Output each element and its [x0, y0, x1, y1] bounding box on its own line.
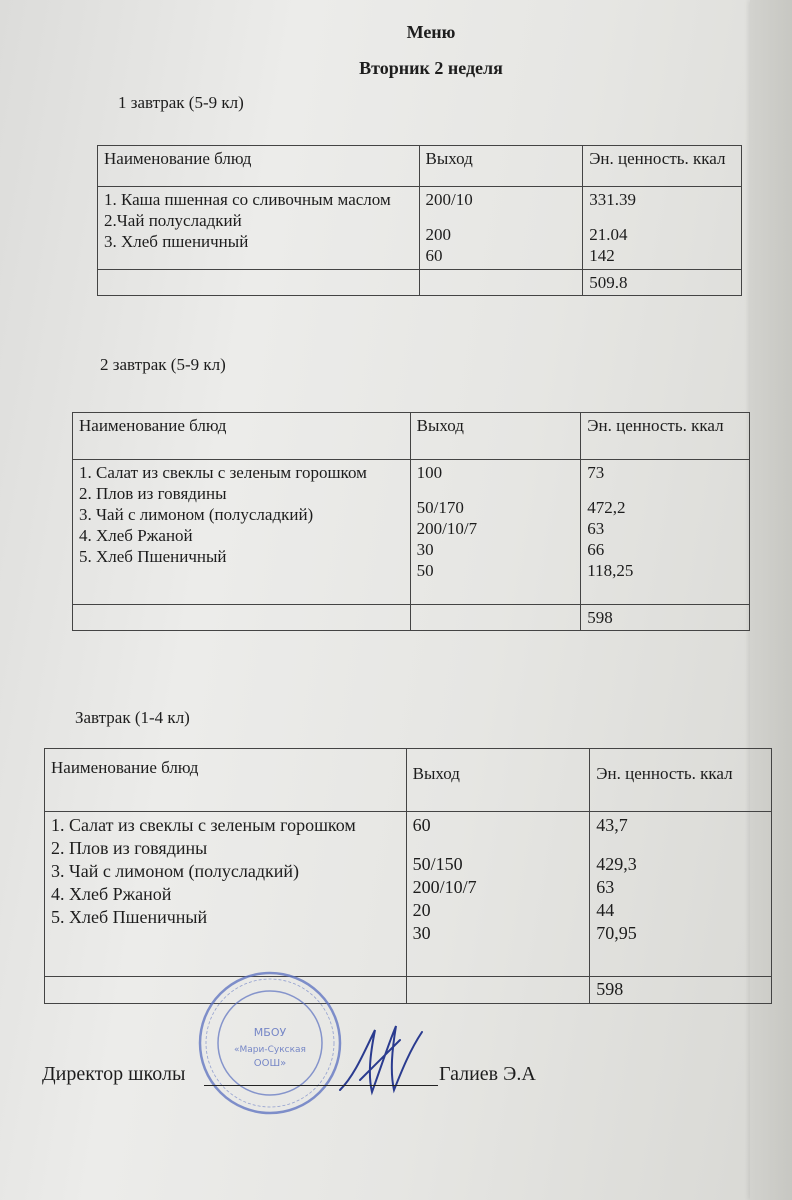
table-row — [45, 812, 772, 977]
dish-name: 2. Плов из говядины — [79, 484, 227, 503]
dish-name: 4. Хлеб Ржаной — [79, 526, 193, 545]
dish-output: 50/150 — [412, 854, 463, 874]
total-row — [73, 605, 750, 631]
energy-cell — [590, 812, 772, 977]
dish-output: 200/10 — [425, 190, 473, 209]
dish-output: 30 — [412, 923, 431, 943]
dish-name: 5. Хлеб Пшеничный — [79, 547, 227, 566]
dish-output: 200 — [425, 225, 452, 244]
dish-energy: 472,2 — [587, 498, 626, 517]
total-energy: 509.8 — [583, 270, 742, 296]
table-row — [98, 187, 742, 270]
table-header-row — [45, 749, 772, 812]
dish-energy: 66 — [587, 540, 605, 559]
dish-output: 50 — [416, 561, 434, 580]
dish-energy: 44 — [596, 900, 615, 920]
total-row — [98, 270, 742, 296]
page-subtitle: Вторник 2 неделя — [359, 58, 503, 78]
energy-cell — [583, 187, 742, 270]
meal-2-table — [72, 412, 750, 631]
dish-energy: 429,3 — [596, 854, 637, 874]
dish-name: 1. Салат из свеклы с зеленым горошком — [79, 463, 367, 482]
dish-energy: 70,95 — [596, 923, 637, 943]
table-header-row — [73, 413, 750, 460]
dish-name: 3. Чай с лимоном (полусладкий) — [79, 505, 314, 524]
dish-output: 200/10/7 — [412, 877, 477, 897]
school-stamp — [195, 968, 345, 1118]
column-header: Эн. ценность. ккал — [590, 749, 772, 812]
table-row — [73, 460, 750, 605]
dish-name: 1. Салат из свеклы с зеленым горошком — [51, 815, 356, 835]
column-header: Эн. ценность. ккал — [581, 413, 750, 460]
dish-energy: 43,7 — [596, 815, 628, 835]
dish-names-cell — [73, 460, 411, 605]
meal-3-title: Завтрак (1-4 кл) — [75, 708, 190, 727]
svg-text:МБОУ: МБОУ — [253, 1026, 287, 1039]
meal-1-table — [97, 145, 742, 296]
svg-text:ООШ»: ООШ» — [253, 1058, 287, 1069]
dish-names-cell — [98, 187, 420, 270]
dish-name: 2. Плов из говядины — [51, 838, 208, 858]
meal-2-title: 2 завтрак (5-9 кл) — [100, 355, 226, 374]
column-header: Наименование блюд — [98, 146, 420, 187]
page-title: Меню — [406, 22, 456, 42]
total-energy: 598 — [581, 605, 750, 631]
director-label: Директор школы — [42, 1063, 186, 1085]
column-header: Эн. ценность. ккал — [583, 146, 742, 187]
column-header: Наименование блюд — [45, 749, 407, 812]
dish-output: 30 — [416, 540, 434, 559]
dish-output: 60 — [425, 246, 443, 265]
dish-output: 60 — [412, 815, 431, 835]
dish-name: 2.Чай полусладкий — [104, 211, 242, 230]
dish-name: 3. Чай с лимоном (полусладкий) — [51, 861, 299, 881]
column-header: Наименование блюд — [73, 413, 411, 460]
column-header: Выход — [419, 146, 583, 187]
output-cell — [419, 187, 583, 270]
paper-fold-edge — [750, 0, 792, 1200]
dish-output: 100 — [416, 463, 443, 482]
total-energy: 598 — [590, 977, 772, 1004]
director-name: Галиев Э.А — [439, 1063, 536, 1085]
column-header: Выход — [406, 749, 590, 812]
dish-energy: 63 — [596, 877, 615, 897]
dish-name: 4. Хлеб Ржаной — [51, 884, 172, 904]
dish-energy: 63 — [587, 519, 605, 538]
output-cell — [410, 460, 581, 605]
signature-line — [204, 1085, 438, 1086]
output-cell — [406, 812, 590, 977]
meal-1-title: 1 завтрак (5-9 кл) — [118, 93, 244, 112]
table-header-row — [98, 146, 742, 187]
svg-text:«Мари-Сукская: «Мари-Сукская — [234, 1045, 306, 1055]
dish-energy: 142 — [589, 246, 615, 265]
dish-name: 1. Каша пшенная со сливочным маслом — [104, 190, 391, 209]
dish-name: 3. Хлеб пшеничный — [104, 232, 249, 251]
total-row — [45, 977, 772, 1004]
dish-names-cell — [45, 812, 407, 977]
dish-output: 20 — [412, 900, 431, 920]
director-signature — [330, 1020, 440, 1100]
dish-energy: 331.39 — [589, 190, 636, 209]
column-header: Выход — [410, 413, 581, 460]
dish-output: 200/10/7 — [416, 519, 478, 538]
dish-output: 50/170 — [416, 498, 464, 517]
meal-3-table — [44, 748, 772, 1004]
dish-energy: 118,25 — [587, 561, 634, 580]
dish-name: 5. Хлеб Пшеничный — [51, 907, 208, 927]
dish-energy: 73 — [587, 463, 605, 482]
dish-energy: 21.04 — [589, 225, 628, 244]
energy-cell — [581, 460, 750, 605]
